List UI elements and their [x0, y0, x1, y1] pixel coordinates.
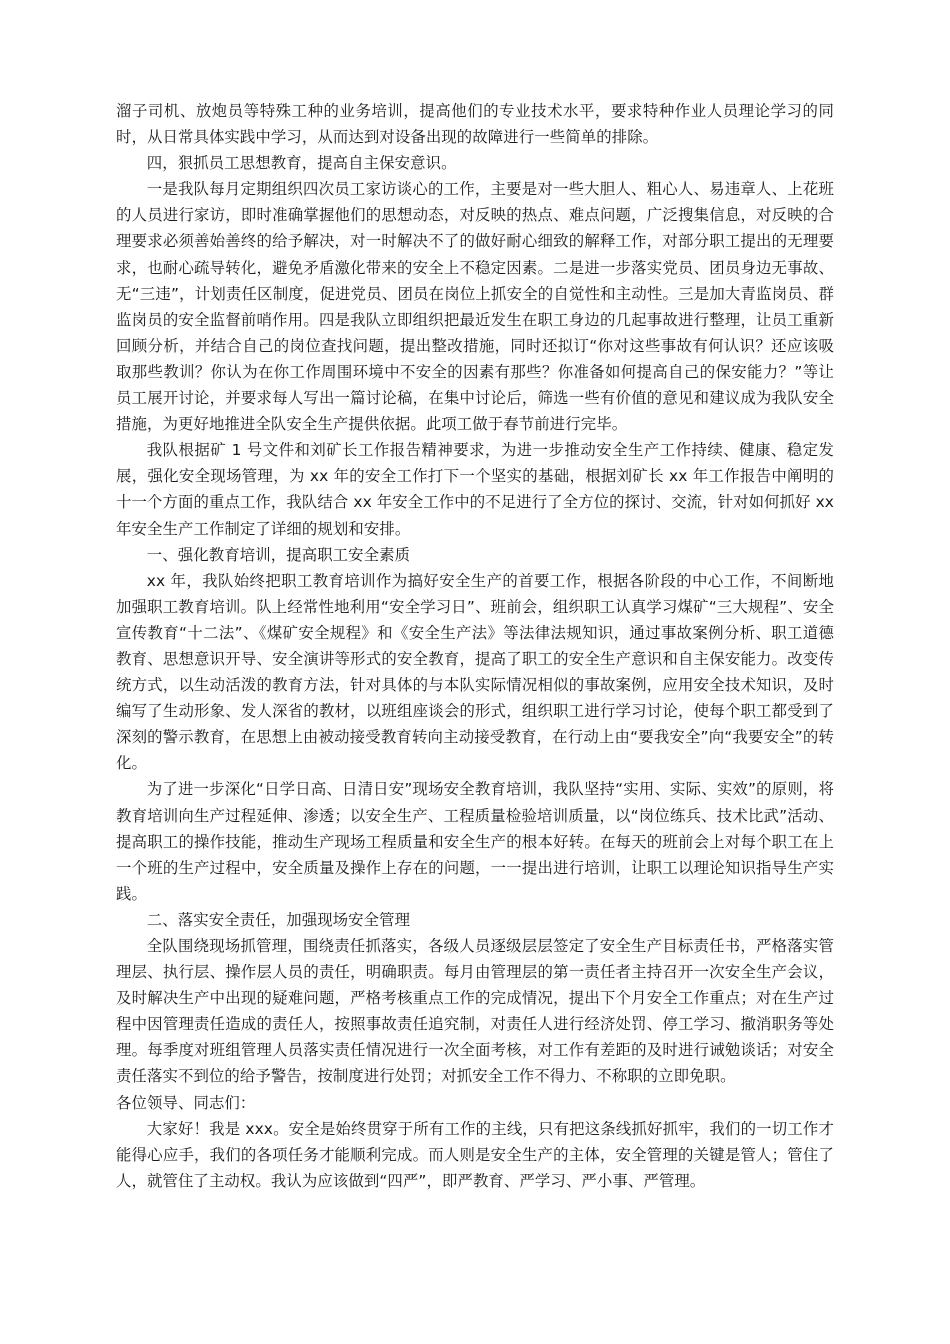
paragraph-continued-training: 溜子司机、放炮员等特殊工种的业务培训，提高他们的专业技术水平，要求特种作业人员理论学习的同时，从日常具体实践中学习，从而达到对设备出现的故障进行一些简单的排除。	[116, 102, 834, 147]
paragraph-daily-training: 为了进一步深化“日学日高、日清日安”现场安全教育培训，我队坚持“实用、实际、实效”的原则，将教育培训向生产过程延伸、渗透；以安全生产、工程质量检验培训质量，以“岗位练兵、技术比武”活动、提高职工的操作技能，推动生产现场工程质量和安全生产的根本好转。在每天的班前会上对每个职工在上一个班的生产过程中，安全质量及操作上存在的问题，一一提出进行培训，让职工以理论知识指导生产实践。	[116, 780, 834, 903]
paragraph-home-visits: 一是我队每月定期组织四次员工家访谈心的工作，主要是对一些大胆人、粗心人、易违章人、上花班的人员进行家访，即时准确掌握他们的思想动态，对反映的热点、难点问题，广泛搜集信息，对反映的合理要求必须善始善终的给予解决，对一时解决不了的做好耐心细致的解释工作，对部分职工提出的无理要求，也耐心疏导转化，避免矛盾激化带来的安全上不稳定因素。二是进一步落实党员、团员身边无事故、无“三违”，计划责任区制度，促进党员、团员在岗位上抓安全的自觉性和主动性。三是加大青监岗员、群监岗员的安全监督前哨作用。四是我队立即组织把最近发生在职工身边的几起事故进行整理，让员工重新回顾分析，并结合自己的岗位查找问题，提出整改措施，同时还拟订“你对这些事故有何认识？还应该吸取那些教训？你认为在你工作周围环境中不安全的因素有那些？你准备如何提高自己的保安能力？”等让员工展开讨论，并要求每人写出一篇讨论稿，在集中讨论后，筛选一些有价值的意见和建议成为我队安全措施，为更好地推进全队安全生产提供依据。此项工做于春节前进行完毕。	[116, 180, 834, 434]
paragraph-safety-responsibility: 全队围绕现场抓管理，围绕责任抓落实，各级人员逐级层层签定了安全生产目标责任书，严格落实管理层、执行层、操作层人员的责任，明确职责。每月由管理层的第一责任者主持召开一次安全生产会议，及时解决生产中出现的疑难问题，严格考核重点工作的完成情况，提出下个月安全工作重点；对在生产过程中因管理责任造成的责任人，按照事故责任追究制，对责任人进行经济处罚、停工学习、撤消职务等处理。每季度对班组管理人员落实责任情况进行一次全面考核，对工作有差距的及时进行诫勉谈话；对安全责任落实不到位的给予警告，按制度进行处罚；对抓安全工作不得力、不称职的立即免职。	[116, 937, 834, 1086]
heading-one-education-training: 一、强化教育培训，提高职工安全素质	[146, 545, 411, 564]
heading-four-ideology-education: 四，狠抓员工思想教育，提高自主保安意识。	[146, 154, 457, 173]
paragraph-education-training: xx 年，我队始终把职工教育培训作为搞好安全生产的首要工作，根据各阶段的中心工作，不间断地加强职工教育培训。队上经常性地利用“安全学习日”、班前会，组织职工认真学习煤矿“三大规程”、安全宣传教育“十二法”、《煤矿安全规程》和《安全生产法》等法律法规知识，通过事故案例分析、职工道德教育、思想意识开导、安全演讲等形式的安全教育，提高了职工的安全生产意识和自主保安能力。改变传统方式，以生动活泼的教育方法，针对具体的与本队实际情况相似的事故案例，应用安全技术知识，及时编写了生动形象、发人深省的教材，以班组座谈会的形式，组织职工进行学习讨论，使每个职工都受到了深刻的警示教育，在思想上由被动接受教育转向主动接受教育，在行动上由“要我安全”向“我要安全”的转化。	[116, 571, 834, 773]
paragraph-greeting: 各位领导、同志们：	[116, 1093, 256, 1112]
heading-two-safety-responsibility: 二、落实安全责任，加强现场安全管理	[146, 910, 411, 929]
paragraph-speech-opening: 大家好！我是 xxx。安全是始终贯穿于所有工作的主线，只有把这条线抓好抓牢，我们的一切工作才能得心应手，我们的各项任务才能顺利完成。而人则是安全生产的主体，安全管理的关键是管人；管住了人，就管住了主动权。我认为应该做到“四严”，即严教育、严学习、严小事、严管理。	[116, 1119, 834, 1190]
document-body	[116, 98, 834, 1194]
paragraph-work-plan-intro: 我队根据矿 1 号文件和刘矿长工作报告精神要求，为进一步推动安全生产工作持续、健康、稳定发展，强化安全现场管理，为 xx 年的安全工作打下一个坚实的基础，根据刘矿长 xx 年工作报告中阐明的十一个方面的重点工作，我队结合 xx 年安全工作中的不足进行了全方位的探讨、交流，针对如何抓好 xx 年安全生产工作制定了详细的规划和安排。	[116, 441, 835, 538]
